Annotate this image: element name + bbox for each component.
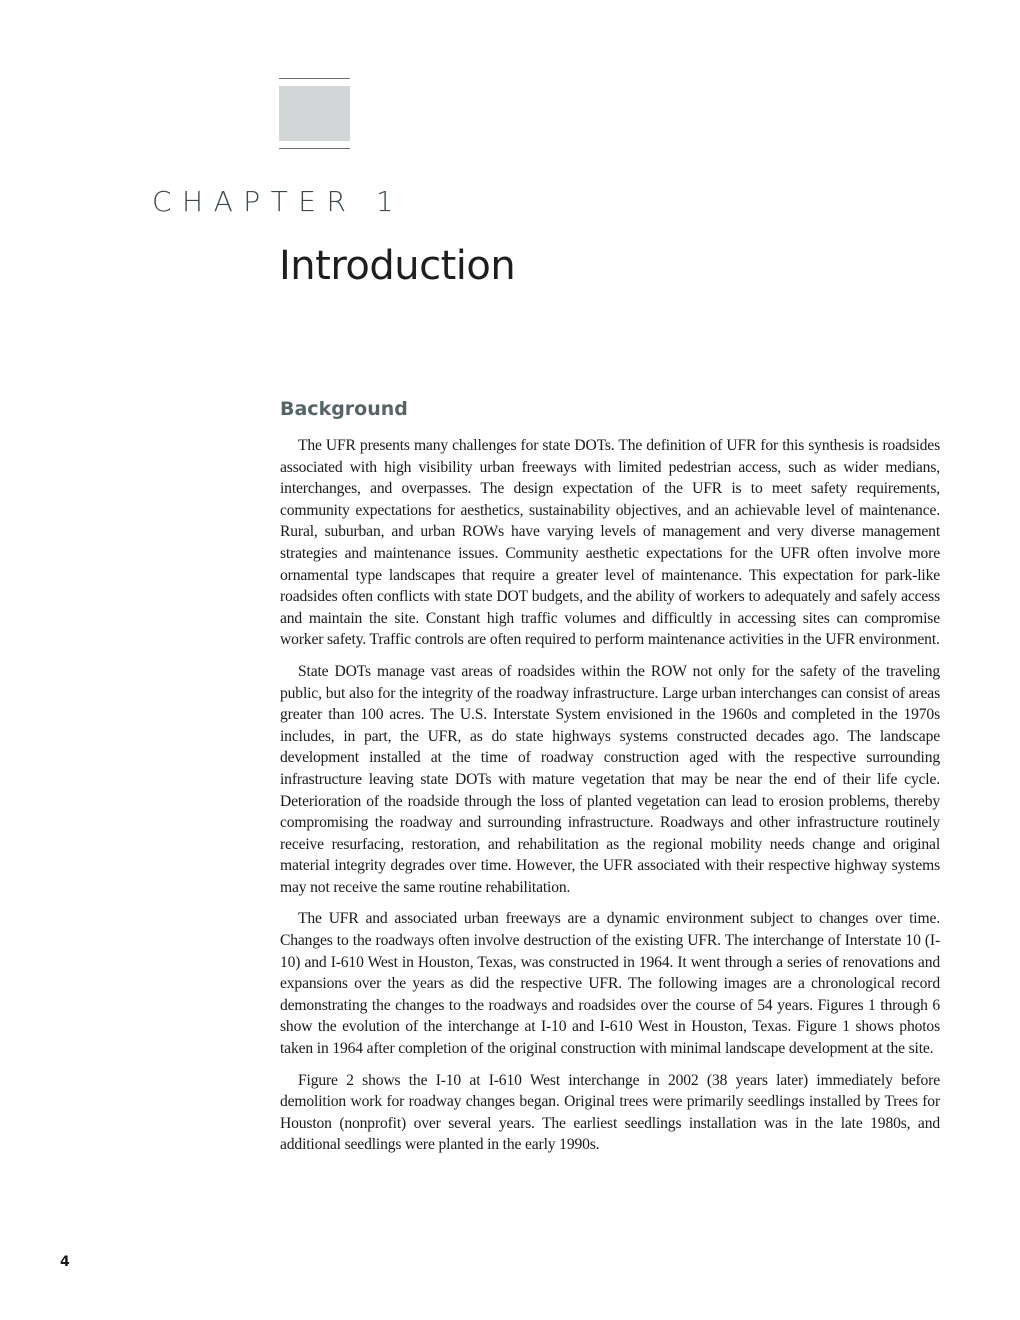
section-heading: Background: [280, 398, 408, 420]
paragraph-1: The UFR presents many challenges for state DOTs. The definition of UFR for this synthesis is roadsides associated with high visibility urban freeways with limited pedestrian access, such as wider medians, interchanges, and overpasses. The design expectation of the UFR is to meet safety requirements, community expectations for aesthetics, sustainability objectives, and an achievable level of maintenance. Rural, suburban, and urban ROWs have varying levels of management and very diverse management strategies and maintenance issues. Community aesthetic expectations for the UFR often involve more ornamental type landscapes that require a greater level of maintenance. This expectation for park-like roadsides often conflicts with state DOT budgets, and the ability of workers to adequately and safely access and maintain the site. Constant high traffic volumes and difficultly in accessing sites can compromise worker safety. Traffic controls are often required to perform maintenance activities in the UFR environment.: [280, 437, 940, 649]
chapter-title: Introduction: [279, 243, 516, 289]
paragraph-4: Figure 2 shows the I-10 at I-610 West interchange in 2002 (38 years later) immediately before demolition work for roadway changes began. Original trees were primarily seedlings installed by Trees for Houston (nonprofit) over several years. The earliest seedlings installation was in the late 1980s, and additional seedlings were planted in the early 1990s.: [280, 1071, 940, 1154]
page-number: 4: [60, 1254, 70, 1270]
ornament-gray-block: [279, 86, 350, 141]
paragraph-2: State DOTs manage vast areas of roadsides within the ROW not only for the safety of the traveling public, but also for the integrity of the roadway infrastructure. Large urban interchanges can consist of areas greater than 100 acres. The U.S. Interstate System envisioned in the 1960s and completed in the 1970s includes, in part, the UFR, as do state highways systems constructed decades ago. The landscape development installed at the time of roadway construction aged with the respective surrounding infrastructure leaving state DOTs with mature vegetation that may be near the end of their life cycle. Deterioration of the roadside through the loss of planted vegetation can lead to erosion problems, thereby compromising the roadway and surrounding infrastructure. Roadways and other infrastructure routinely receive resurfacing, restoration, and rehabilitation as the regional mobility needs change and original material integrity degrades over time. However, the UFR associated with their respective highway systems may not receive the same routine rehabilitation.: [280, 662, 940, 896]
chapter-ornament: [279, 78, 350, 150]
paragraph-3: The UFR and associated urban freeways are a dynamic environment subject to changes over time. Changes to the roadways often involve destruction of the existing UFR. The interchange of Interstate 10 (I-10) and I-610 West in Houston, Texas, was constructed in 1964. It went through a series of renovations and expansions over the years as did the respective UFR. The following images are a chronological record demonstrating the changes to the roadways and roadsides over the course of 54 years. Figures 1 through 6 show the evolution of the interchange at I-10 and I-610 West in Houston, Texas. Figure 1 shows photos taken in 1964 after completion of the original construction with minimal landscape development at the site.: [280, 910, 940, 1058]
chapter-label: CHAPTER 1: [152, 185, 405, 218]
ornament-bottom-rule: [279, 148, 350, 149]
ornament-top-rule: [279, 78, 350, 79]
body-text: [280, 435, 940, 1166]
